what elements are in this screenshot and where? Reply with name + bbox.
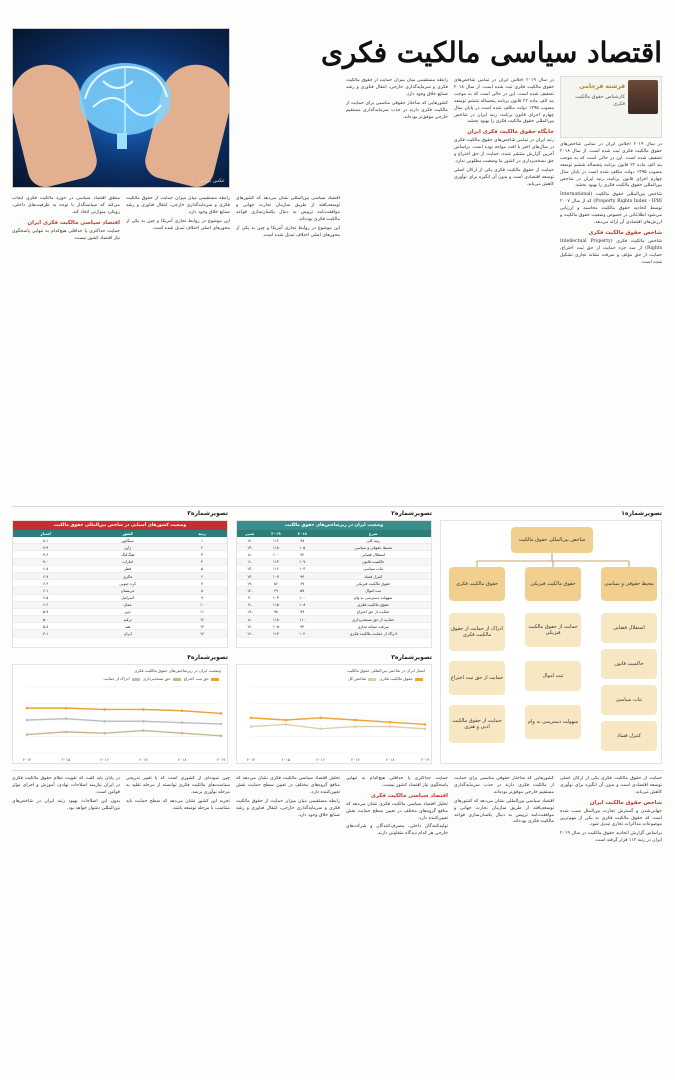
subheading: جایگاه حقوق مالکیت فکری ایران xyxy=(467,129,554,136)
table-row xyxy=(13,551,227,558)
x-tick-label: ۲۰۱۶ xyxy=(316,757,325,762)
paragraph: این موضوع در روابط تجاری آمریکا و چین به یکی از محورهای اصلی اختلاف تبدیل شده است. xyxy=(126,218,230,231)
data-point xyxy=(181,732,184,735)
x-tick-label: ۲۰۱۴ xyxy=(22,757,32,762)
table-row xyxy=(13,616,227,623)
table-cell: ۱۰۷ xyxy=(289,558,315,565)
paragraph: رابطه مستقیمی میان میزان حمایت از حقوق مالکیت فکری و سرمایه‌گذاری خارجی، انتقال فناوری و رشد صنایع خلاق وجود دارد. xyxy=(126,196,230,215)
paragraph: چین نمونه‌ای از کشوری است که با تغییر تدریجی سیاست‌های مالکیت فکری توانسته از مرحله تقلید به مرحله نوآوری برسد. xyxy=(126,776,230,795)
paragraph: براساس گزارش اتحادیه حقوق مالکیت در سال ۲۰۱۹ ایران در رتبه ۱۱۲ قرار گرفته است. xyxy=(560,831,662,844)
figure2-header: وضعیت ایران در زیرشاخص‌های حقوق مالکیت xyxy=(237,521,431,530)
chart1-subtitle: امتیاز ایران در شاخص بین‌المللی حقوق مالکیت xyxy=(346,668,425,673)
x-tick-label: ۲۰۱۹ xyxy=(420,757,430,762)
table-row xyxy=(237,587,431,594)
table-cell: ۱۰۸ xyxy=(289,601,315,608)
table-cell: ۱۱۸ xyxy=(263,616,289,623)
table-row xyxy=(237,544,431,551)
divider xyxy=(12,506,663,507)
data-point xyxy=(65,717,68,720)
table-cell: حقوق مالکیت فکری xyxy=(315,601,431,608)
figure3-header: وضعیت کشورهای آسیایی در شاخص بین‌المللی حقوق مالکیت xyxy=(13,521,227,530)
bottom-column-3 xyxy=(346,776,448,1074)
figure2-caption: تصویرشماره۲ xyxy=(391,510,432,517)
data-point xyxy=(354,725,357,728)
data-point xyxy=(181,721,184,724)
table-cell: سهولت دسترسی به وام xyxy=(315,594,431,601)
table-cell: -۸ xyxy=(237,551,263,558)
flow-legal-2: حاکمیت قانون xyxy=(601,649,657,679)
table-row xyxy=(13,565,227,572)
data-point xyxy=(181,709,184,712)
table-row xyxy=(13,544,227,551)
table-cell: ۴.۱ xyxy=(13,630,78,637)
table-header-cell: تغییر xyxy=(237,530,263,537)
table-cell: ۲ xyxy=(177,544,227,551)
table-cell: -۱۲ xyxy=(237,630,263,637)
table-cell: -۱۳ xyxy=(237,544,263,551)
table-cell: ایران xyxy=(78,630,177,637)
x-tick-label: ۲۰۱۵ xyxy=(281,757,291,762)
table-cell: استقلال قضایی xyxy=(315,551,431,558)
table-cell: ۷ xyxy=(177,580,227,587)
table-cell: ۷.۹ xyxy=(13,544,78,551)
data-point xyxy=(103,708,106,711)
data-point xyxy=(389,725,392,728)
figure3-caption: تصویرشماره۳ xyxy=(187,510,228,517)
table-cell: ۱۰۵ xyxy=(263,623,289,630)
table-row xyxy=(13,572,227,579)
paragraph: تجربه این کشور نشان می‌دهد که سطح حمایت باید متناسب با مرحله توسعه باشد. xyxy=(126,798,230,811)
table-row xyxy=(13,630,227,637)
table-cell: ۷.۶ xyxy=(13,551,78,558)
table-header-cell: امتیاز xyxy=(13,530,78,537)
data-point xyxy=(142,708,145,711)
author-box xyxy=(560,76,662,138)
x-tick-label: ۲۰۱۷ xyxy=(351,757,360,762)
legend-label: حقوق مالکیت فکری xyxy=(379,676,413,681)
chart1-caption: تصویرشماره۳ xyxy=(391,654,432,661)
paragraph: بدون این اصلاحات بهبود رتبه ایران در شاخص‌های بین‌المللی دشوار خواهد بود. xyxy=(12,798,120,811)
series-line xyxy=(251,718,425,725)
table-row xyxy=(237,572,431,579)
table-row xyxy=(237,565,431,572)
table-cell: ۱۱۴ xyxy=(263,630,289,637)
table-row xyxy=(237,623,431,630)
table-cell: ۶.۳ xyxy=(13,580,78,587)
author-name: فرشته فرجامی xyxy=(579,83,625,90)
flow-legal-4: کنترل فساد xyxy=(601,721,657,751)
subheading: اقتصاد سیاسی مالکیت فکری xyxy=(371,792,448,799)
data-point xyxy=(103,732,106,735)
table-cell: ادراک از حمایت مالکیت فکری xyxy=(315,630,431,637)
table-cell: ۶.۲ xyxy=(13,601,78,608)
table-cell: امارات xyxy=(78,558,177,565)
data-point xyxy=(285,723,288,726)
paragraph: رابطه مستقیمی میان میزان حمایت از حقوق مالکیت فکری و سرمایه‌گذاری خارجی، انتقال فناوری و رشد صنایع خلاق وجود دارد. xyxy=(346,78,448,97)
bottom-column-6 xyxy=(12,776,120,1074)
subheading: اقتصاد سیاسی مالکیت فکری ایران xyxy=(27,219,120,226)
legend-label: شاخص کل xyxy=(347,676,367,681)
brain-icon xyxy=(13,29,230,188)
flow-physical: حقوق مالکیت فیزیکی xyxy=(525,567,581,601)
author-role: کارشناس حقوق مالکیت فکری xyxy=(575,94,625,107)
table-cell: ۹ xyxy=(177,594,227,601)
table-cell: ۶۷ xyxy=(289,580,315,587)
table-cell: ۶.۵ xyxy=(13,594,78,601)
table-cell: ۹۲ xyxy=(289,551,315,558)
flow-root: شاخص بین‌المللی حقوق مالکیت xyxy=(511,527,593,553)
article-title: اقتصاد سیاسی مالکیت فکری xyxy=(320,36,662,69)
table-cell: کره جنوبی xyxy=(78,580,177,587)
paragraph: رتبه ایران در تمامی شاخص‌های حقوق مالکیت فکری در سال‌های اخیر با افت مواجه بوده است. براساس آخرین گزارش منتشر شده، حمایت از حق اختراع و حق نسخه‌برداری در کشور ما وضعیت مطلوبی ندارد. xyxy=(454,138,554,164)
chart2-caption: تصویرشماره۴ xyxy=(187,654,228,661)
paragraph: کشورهایی که ساختار حقوقی مناسبی برای حمایت از مالکیت فکری دارند در جذب سرمایه‌گذاری مستقیم خارجی موفق‌تر بوده‌اند. xyxy=(346,100,448,120)
chart2-subtitle: وضعیت ایران در زیرشاخص‌های حقوق مالکیت فکری xyxy=(134,668,221,673)
data-point xyxy=(26,733,29,736)
chart2-svg xyxy=(13,665,229,765)
column-1 xyxy=(560,142,662,500)
table-row xyxy=(13,558,227,565)
series-line xyxy=(251,724,425,728)
table-row xyxy=(237,580,431,587)
table-cell: قطر xyxy=(78,565,177,572)
table-cell: ۱۱۶ xyxy=(263,565,289,572)
paragraph: در سال ۲۰۱۹ اجلاس ایران در تمامی شاخص‌های حقوق مالکیت فکری ثبت شده است. از سال ۲۰۱۸ تضعیف شده است. این در حالی است که به موجب بند الف ماده ۲۲ قانون برنامه پنجساله ششم توسعه مصوب ۱۳۹۵ دولت مکلف شده است در پایان سال چهارم اجرای قانون برنامه، رتبه ایران در شاخص بین‌المللی حقوق مالکیت فکری را بهبود بخشد. xyxy=(454,78,554,125)
table-row xyxy=(13,608,227,615)
chart1 xyxy=(236,664,432,764)
bottom-column-5 xyxy=(126,776,230,1074)
table-row xyxy=(13,594,227,601)
figure2-table xyxy=(236,520,432,648)
table-cell: ۶.۷ xyxy=(13,572,78,579)
table-cell: ۶.۸ xyxy=(13,565,78,572)
table-cell: حمایت از حق نسخه‌برداری xyxy=(315,616,431,623)
x-tick-label: ۲۰۱۷ xyxy=(139,757,148,762)
flow-physical-2: ثبت اموال xyxy=(525,661,581,691)
data-point xyxy=(389,721,392,724)
table-cell: عمان xyxy=(78,601,177,608)
table-row xyxy=(237,601,431,608)
table-cell: ۱۰۰ xyxy=(289,594,315,601)
table-cell: ۱۰۳ xyxy=(289,565,315,572)
table-cell: ۱۲ xyxy=(177,616,227,623)
x-tick-label: ۲۰۱۴ xyxy=(246,757,256,762)
paragraph: تحلیل اقتصاد سیاسی مالکیت فکری نشان می‌دهد که منافع گروه‌های مختلف در تعیین سطح حمایت نقش تعیین‌کننده دارد. xyxy=(346,801,448,821)
table-cell: ۱۰۲ xyxy=(289,630,315,637)
table-row xyxy=(237,630,431,637)
data-point xyxy=(65,731,68,734)
data-point xyxy=(220,723,223,726)
table-cell: -۱۲ xyxy=(237,587,263,594)
table-header-cell: رتبه xyxy=(177,530,227,537)
table-cell: ۵۷ xyxy=(289,587,315,594)
table-cell: -۳ xyxy=(237,594,263,601)
data-point xyxy=(285,719,288,722)
subheading: شاخص حقوق مالکیت ایران xyxy=(589,799,662,806)
paragraph: حمایت از حقوق مالکیت فکری یکی از ارکان اصلی توسعه اقتصادی است و بدون آن انگیزه برای نوآوری کاهش می‌یابد. xyxy=(454,167,554,187)
figure1-caption: تصویرشماره۱ xyxy=(621,510,662,517)
table-row xyxy=(13,601,227,608)
column-2 xyxy=(454,78,554,500)
table-cell: ۱۱۳ xyxy=(263,558,289,565)
data-point xyxy=(319,728,322,731)
column-6 xyxy=(12,196,120,500)
flow-legal: محیط حقوقی و سیاسی xyxy=(601,567,657,601)
table-cell: ۱۰۳ xyxy=(263,594,289,601)
table-cell: -۱۹ xyxy=(237,608,263,615)
x-tick-label: ۲۰۱۸ xyxy=(177,757,187,762)
table-cell: ۱۱۲ xyxy=(263,537,289,544)
table-cell: حمایت از حق اختراع xyxy=(315,608,431,615)
series-line xyxy=(27,708,221,713)
series-line xyxy=(27,719,221,724)
table-cell: عربستان xyxy=(78,587,177,594)
table-cell: هند xyxy=(78,623,177,630)
data-point xyxy=(220,735,223,738)
subheading: شاخص حقوق مالکیت فکری xyxy=(588,229,662,236)
table-row xyxy=(237,608,431,615)
hero-brain-image xyxy=(12,28,230,188)
table-cell: حقوق مالکیت فیزیکی xyxy=(315,580,431,587)
flow-legal-3: ثبات سیاسی xyxy=(601,685,657,715)
table-row xyxy=(237,616,431,623)
flow-legal-1: استقلال قضایی xyxy=(601,613,657,643)
table-cell: ژاپن xyxy=(78,544,177,551)
table-header-cell: شرح xyxy=(315,530,431,537)
x-tick-label: ۲۰۱۹ xyxy=(216,757,226,762)
bottom-column-2 xyxy=(454,776,554,1074)
table-header-cell: ۲۰۱۹ xyxy=(263,530,289,537)
paragraph: تولیدکنندگان داخلی، مصرف‌کنندگان و شرکت‌های خارجی هر کدام دیدگاه متفاوتی دارند. xyxy=(346,824,448,837)
table-cell: ۵.۰ xyxy=(13,616,78,623)
table-cell: ۱۰۷ xyxy=(263,572,289,579)
table-cell: ۹۴ xyxy=(289,572,315,579)
table-cell: ۷.۰ xyxy=(13,558,78,565)
table-row xyxy=(13,580,227,587)
flow-physical-1: حمایت از حقوق مالکیت فیزیکی xyxy=(525,613,581,647)
flow-intellectual-3: حمایت از حقوق مالکیت ادبی و هنری xyxy=(449,705,505,743)
paragraph: منطق اقتصاد سیاسی در حوزه مالکیت فکری ایجاب می‌کند که سیاستگذار با توجه به ظرفیت‌های داخلی، رویکرد متوازنی اتخاذ کند. xyxy=(12,196,120,215)
table-cell: ۱۱۵ xyxy=(263,601,289,608)
paragraph: شاخص بین‌المللی حقوق مالکیت (International Property Rights Index - IPRI) که از سال ۲۰۰۷ توسط اتحادیه حقوق مالکیت محاسبه و ارزیابی می‌شود اطلاعاتی در خصوص وضعیت حقوق مالکیت و ارزش‌های اقتصادی آن ارائه می‌دهد. xyxy=(560,192,662,225)
paragraph: شاخص مالکیت فکری (Intellectual Property Rights) از سه جزء حمایت از حق ثبت اختراع، حمایت از حق مؤلف و سرقت نشانه تجاری تشکیل شده است. xyxy=(560,238,662,265)
legend-label: ادراک از حمایت xyxy=(103,676,130,681)
table-cell: ۹۸ xyxy=(263,608,289,615)
paragraph: در سال ۲۰۱۹ اجلاس ایران در تمامی شاخص‌های حقوق مالکیت فکری ثبت شده است. از سال ۲۰۱۸ تضعیف شده است. این در حالی است که به موجب بند الف ماده ۲۲ قانون برنامه پنجساله ششم توسعه مصوب ۱۳۹۵ دولت مکلف شده است در پایان سال چهارم اجرای قانون برنامه، رتبه ایران در شاخص بین‌المللی حقوق مالکیت فکری را بهبود بخشد. xyxy=(560,142,662,189)
data-point xyxy=(142,729,145,732)
data-point xyxy=(250,717,253,720)
table-cell: سنگاپور xyxy=(78,537,177,544)
figure3-table xyxy=(12,520,228,648)
table-cell: ۱۱ xyxy=(177,608,227,615)
column-5 xyxy=(126,196,230,500)
table-cell: -۱۴ xyxy=(237,537,263,544)
paragraph: اقتصاد سیاسی بین‌المللی نشان می‌دهد که کشورهای توسعه‌یافته از طریق سازمان تجارت جهانی و موافقت‌نامه تریپس به دنبال یکسان‌سازی قواعد مالکیت فکری بوده‌اند. xyxy=(454,798,554,825)
table-cell: ۸ xyxy=(177,587,227,594)
table-cell: ۵.۸ xyxy=(13,623,78,630)
table-cell: مالزی xyxy=(78,572,177,579)
table-cell: ۸۶ xyxy=(263,580,289,587)
x-tick-label: ۲۰۱۵ xyxy=(61,757,71,762)
divider xyxy=(12,770,663,771)
table-cell: -۸ xyxy=(237,616,263,623)
table-cell: حاکمیت قانون xyxy=(315,558,431,565)
data-point xyxy=(65,707,68,710)
chart2 xyxy=(12,664,228,764)
table-header-cell: کشور xyxy=(78,530,177,537)
table-cell: -۱۹ xyxy=(237,580,263,587)
avatar xyxy=(628,80,658,114)
table-row xyxy=(13,587,227,594)
paragraph: جهانی‌شدن و گسترش تجارت بین‌الملل سبب شده است که حقوق مالکیت فکری به یکی از مهم‌ترین موضوعات مذاکرات تجاری تبدیل شود. xyxy=(560,808,662,828)
table-cell: هنگ‌کنگ xyxy=(78,551,177,558)
flow-intellectual-1: ادراک از حمایت از حقوق مالکیت فکری xyxy=(449,613,505,651)
table-cell: -۷ xyxy=(237,601,263,608)
table-cell: ۵ xyxy=(177,565,227,572)
table-row xyxy=(13,537,227,544)
table-cell: ۹۸ xyxy=(289,537,315,544)
table-cell: ۱۰۰ xyxy=(263,551,289,558)
table-cell: ۶ xyxy=(177,572,227,579)
data-point xyxy=(26,719,29,722)
table-cell: رتبه کلی xyxy=(315,537,431,544)
table-cell: -۶ xyxy=(237,558,263,565)
paragraph: کشورهایی که ساختار حقوقی مناسبی برای حمایت از مالکیت فکری دارند در جذب سرمایه‌گذاری مستقیم خارجی موفق‌تر بوده‌اند. xyxy=(454,776,554,795)
table-cell: ۱۱۸ xyxy=(263,544,289,551)
paragraph: حمایت حداکثری یا حداقلی هیچ‌کدام به تنهایی پاسخگوی نیاز اقتصاد کشور نیست. xyxy=(346,776,448,788)
x-tick-label: ۲۰۱۶ xyxy=(100,757,109,762)
paragraph: تحلیل اقتصاد سیاسی مالکیت فکری نشان می‌دهد که منافع گروه‌های مختلف در تعیین سطح حمایت نقش تعیین‌کننده دارد. xyxy=(236,776,340,795)
table-cell: ۷۹ xyxy=(289,608,315,615)
table-cell: ۶.۱ xyxy=(13,587,78,594)
table-cell: -۱۲ xyxy=(237,623,263,630)
table-cell: ثبات سیاسی xyxy=(315,565,431,572)
table-cell: ۳ xyxy=(177,551,227,558)
flow-intellectual-2: حمایت از حق ثبت اختراع xyxy=(449,661,505,695)
column-4 xyxy=(236,196,340,500)
table-cell: -۱۳ xyxy=(237,572,263,579)
table-cell: ۸.۱ xyxy=(13,537,78,544)
table-cell: سرقت نشانه تجاری xyxy=(315,623,431,630)
figure1-diagram xyxy=(440,520,662,764)
table-cell: ترکیه xyxy=(78,616,177,623)
table-cell: ۱۴ xyxy=(177,630,227,637)
table-header-cell: ۲۰۱۸ xyxy=(289,530,315,537)
legend-label: حق نسخه‌برداری xyxy=(142,676,171,681)
flow-intellectual: حقوق مالکیت فکری xyxy=(449,567,505,601)
table-cell: اسرائیل xyxy=(78,594,177,601)
table-cell: ۱۱۰ xyxy=(289,616,315,623)
paragraph: حمایت حداکثری یا حداقلی هیچ‌کدام به تنهایی پاسخگوی نیاز اقتصاد کشور نیست. xyxy=(12,228,120,241)
table-cell: ثبت اموال xyxy=(315,587,431,594)
table-cell: ۱۰۵ xyxy=(289,544,315,551)
data-point xyxy=(220,712,223,715)
data-point xyxy=(26,707,29,710)
paragraph: در پایان باید گفت که تقویت نظام حقوق مالکیت فکری در ایران نیازمند اصلاحات نهادی، آموزش و اجرای مؤثر قوانین است. xyxy=(12,776,120,795)
table-row xyxy=(237,594,431,601)
table-row xyxy=(13,623,227,630)
data-point xyxy=(142,720,145,723)
table-cell: ۹۳ xyxy=(289,623,315,630)
bottom-column-4 xyxy=(236,776,340,1074)
data-point xyxy=(103,720,106,723)
paragraph: این موضوع در روابط تجاری آمریکا و چین به یکی از محورهای اصلی اختلاف تبدیل شده است. xyxy=(236,225,340,238)
table-cell: -۱۳ xyxy=(237,565,263,572)
table-row xyxy=(237,537,431,544)
table-cell: ۱۰ xyxy=(177,601,227,608)
table-row xyxy=(237,551,431,558)
table-row xyxy=(237,558,431,565)
flow-physical-3: سهولت دسترسی به وام xyxy=(525,705,581,739)
legend-label: حق ثبت اختراع xyxy=(183,676,209,681)
data-point xyxy=(424,728,427,731)
data-point xyxy=(354,719,357,722)
table-cell: ۶۹ xyxy=(263,587,289,594)
table-cell: کنترل فساد xyxy=(315,572,431,579)
chart1-svg xyxy=(237,665,433,765)
table-cell: ۵.۷ xyxy=(13,608,78,615)
table-cell: ۴ xyxy=(177,558,227,565)
hero-credit: عکس تزئینی xyxy=(198,178,225,184)
paragraph: حمایت از حقوق مالکیت فکری یکی از ارکان اصلی توسعه اقتصادی است و بدون آن انگیزه برای نوآوری کاهش می‌یابد. xyxy=(560,776,662,795)
table-cell: ۱۳ xyxy=(177,623,227,630)
series-line xyxy=(27,731,221,736)
data-point xyxy=(424,723,427,726)
data-point xyxy=(319,717,322,720)
figure2-data-table xyxy=(237,530,431,638)
data-point xyxy=(250,725,253,728)
paragraph: اقتصاد سیاسی بین‌المللی نشان می‌دهد که کشورهای توسعه‌یافته از طریق سازمان تجارت جهانی و موافقت‌نامه تریپس به دنبال یکسان‌سازی قواعد مالکیت فکری بوده‌اند. xyxy=(236,196,340,222)
column-3 xyxy=(346,78,448,500)
table-cell: چین xyxy=(78,608,177,615)
figure3-data-table xyxy=(13,530,227,638)
table-cell: ۱ xyxy=(177,537,227,544)
table-cell: محیط حقوقی و سیاسی xyxy=(315,544,431,551)
x-tick-label: ۲۰۱۸ xyxy=(385,757,395,762)
paragraph: رابطه مستقیمی میان میزان حمایت از حقوق مالکیت فکری و سرمایه‌گذاری خارجی، انتقال فناوری و رشد صنایع خلاق وجود دارد. xyxy=(236,798,340,818)
bottom-column-1 xyxy=(560,776,662,1074)
